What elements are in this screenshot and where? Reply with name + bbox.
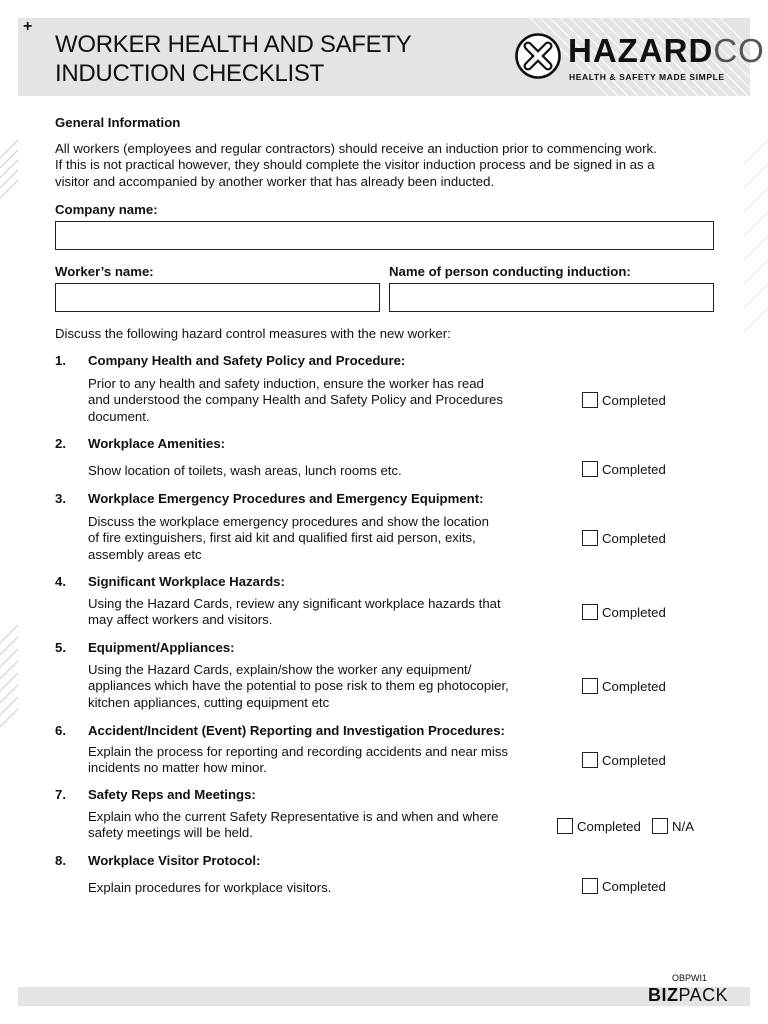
description-line: incidents no matter how minor. bbox=[88, 760, 267, 776]
checkbox-label: Completed bbox=[602, 392, 666, 408]
description-line: kitchen appliances, cutting equipment etc bbox=[88, 694, 330, 710]
item-description bbox=[88, 596, 558, 629]
logo-tagline: HEALTH & SAFETY MADE SIMPLE bbox=[569, 72, 725, 82]
item-title: Company Health and Safety Policy and Procedure: bbox=[88, 353, 406, 368]
description-line: assembly areas etc bbox=[88, 546, 202, 562]
description-line: safety meetings will be held. bbox=[88, 825, 253, 841]
crop-mark-icon: + bbox=[23, 18, 33, 35]
item-number: 8. bbox=[55, 853, 66, 868]
item-number: 4. bbox=[55, 574, 66, 589]
item-5-completed-checkbox[interactable] bbox=[582, 678, 666, 694]
title-line-2: INDUCTION CHECKLIST bbox=[55, 60, 324, 87]
bizpack-logo bbox=[648, 985, 728, 1006]
item-number: 3. bbox=[55, 491, 66, 506]
checkbox-box[interactable] bbox=[582, 392, 598, 408]
inductor-name-label: Name of person conducting induction: bbox=[389, 264, 631, 279]
checkbox-box[interactable] bbox=[652, 818, 668, 834]
item-description bbox=[88, 463, 558, 479]
item-title: Workplace Emergency Procedures and Emergency Equipment: bbox=[88, 491, 484, 506]
title-line-1: WORKER HEALTH AND SAFETY bbox=[55, 31, 412, 58]
general-heading: General Information bbox=[55, 115, 181, 130]
decorative-stripes-left-2 bbox=[0, 625, 18, 735]
checkbox-label: Completed bbox=[602, 678, 666, 694]
item-4-completed-checkbox[interactable] bbox=[582, 604, 666, 620]
inductor-name-field[interactable] bbox=[389, 283, 714, 312]
page-title bbox=[55, 30, 411, 88]
checkbox-label: N/A bbox=[672, 818, 694, 834]
checkbox-box[interactable] bbox=[557, 818, 573, 834]
paragraph-line: visitor and accompanied by another worker that has already been inducted. bbox=[55, 173, 495, 189]
item-description bbox=[88, 880, 558, 896]
description-line: Explain who the current Safety Representative is and when and where bbox=[88, 809, 499, 824]
checkbox-box[interactable] bbox=[582, 530, 598, 546]
item-title: Accident/Incident (Event) Reporting and Investigation Procedures: bbox=[88, 723, 505, 738]
description-line: Using the Hazard Cards, explain/show the worker any equipment/ bbox=[88, 662, 472, 677]
item-7-completed-checkbox[interactable] bbox=[557, 818, 641, 834]
checkbox-box[interactable] bbox=[582, 604, 598, 620]
checkbox-label: Completed bbox=[577, 818, 641, 834]
item-6-completed-checkbox[interactable] bbox=[582, 752, 666, 768]
hazardco-logo bbox=[514, 30, 765, 90]
description-line: Discuss the workplace emergency procedures and show the location bbox=[88, 514, 489, 529]
description-line: Explain the process for reporting and recording accidents and near miss bbox=[88, 744, 509, 759]
item-title: Equipment/Appliances: bbox=[88, 640, 235, 655]
item-description bbox=[88, 376, 558, 425]
worker-name-label: Worker’s name: bbox=[55, 264, 154, 279]
item-description bbox=[88, 662, 558, 711]
checkbox-box[interactable] bbox=[582, 752, 598, 768]
checkbox-label: Completed bbox=[602, 752, 666, 768]
item-description bbox=[88, 514, 558, 563]
item-7-na-checkbox[interactable] bbox=[652, 818, 694, 834]
checkbox-box[interactable] bbox=[582, 878, 598, 894]
header-band bbox=[18, 18, 765, 96]
item-title: Significant Workplace Hazards: bbox=[88, 574, 285, 589]
description-line: Prior to any health and safety induction, ensure the worker has read bbox=[88, 376, 484, 391]
description-line: and understood the company Health and Safety Policy and Procedures bbox=[88, 392, 503, 408]
item-number: 5. bbox=[55, 640, 66, 655]
worker-name-field[interactable] bbox=[55, 283, 380, 312]
item-title: Workplace Amenities: bbox=[88, 436, 226, 451]
decorative-stripes-right bbox=[744, 140, 768, 340]
logo-main: HAZARD bbox=[568, 32, 714, 69]
logo-accent: CO bbox=[713, 32, 765, 69]
item-3-completed-checkbox[interactable] bbox=[582, 530, 666, 546]
brand-bold: BIZ bbox=[648, 985, 679, 1005]
description-line: Explain procedures for workplace visitors. bbox=[88, 880, 332, 895]
checkbox-box[interactable] bbox=[582, 678, 598, 694]
item-number: 1. bbox=[55, 353, 66, 368]
intro-text: Discuss the following hazard control measures with the new worker: bbox=[55, 326, 451, 341]
company-name-field[interactable] bbox=[55, 221, 714, 250]
item-8-completed-checkbox[interactable] bbox=[582, 878, 666, 894]
checkbox-label: Completed bbox=[602, 604, 666, 620]
checkbox-box[interactable] bbox=[582, 461, 598, 477]
paragraph-line: If this is not practical however, they should complete the visitor induction process and be signed in as a bbox=[55, 157, 655, 173]
item-description bbox=[88, 809, 558, 842]
document-code: OBPWI1 bbox=[672, 973, 708, 983]
footer-band bbox=[18, 987, 750, 1006]
checkbox-label: Completed bbox=[602, 530, 666, 546]
decorative-stripes-left bbox=[0, 140, 18, 200]
item-number: 2. bbox=[55, 436, 66, 451]
item-number: 7. bbox=[55, 787, 66, 802]
company-name-label: Company name: bbox=[55, 202, 158, 217]
description-line: document. bbox=[88, 408, 150, 424]
item-title: Workplace Visitor Protocol: bbox=[88, 853, 261, 868]
brand-rest: PACK bbox=[678, 985, 729, 1005]
description-line: may affect workers and visitors. bbox=[88, 612, 273, 628]
description-line: of fire extinguishers, first aid kit and qualified first aid person, exits, bbox=[88, 530, 476, 546]
paragraph-line: All workers (employees and regular contractors) should receive an induction prior to commencing work. bbox=[55, 141, 657, 156]
description-line: appliances which have the potential to pose risk to them eg photocopier, bbox=[88, 678, 509, 694]
checkbox-label: Completed bbox=[602, 461, 666, 477]
item-2-completed-checkbox[interactable] bbox=[582, 461, 666, 477]
logo-wordmark bbox=[568, 32, 765, 70]
x-circle-logo-icon bbox=[514, 32, 562, 80]
general-paragraph bbox=[55, 141, 745, 190]
item-description bbox=[88, 744, 558, 777]
item-number: 6. bbox=[55, 723, 66, 738]
item-1-completed-checkbox[interactable] bbox=[582, 392, 666, 408]
item-title: Safety Reps and Meetings: bbox=[88, 787, 256, 802]
checkbox-label: Completed bbox=[602, 878, 666, 894]
description-line: Show location of toilets, wash areas, lunch rooms etc. bbox=[88, 463, 402, 478]
description-line: Using the Hazard Cards, review any significant workplace hazards that bbox=[88, 596, 501, 611]
